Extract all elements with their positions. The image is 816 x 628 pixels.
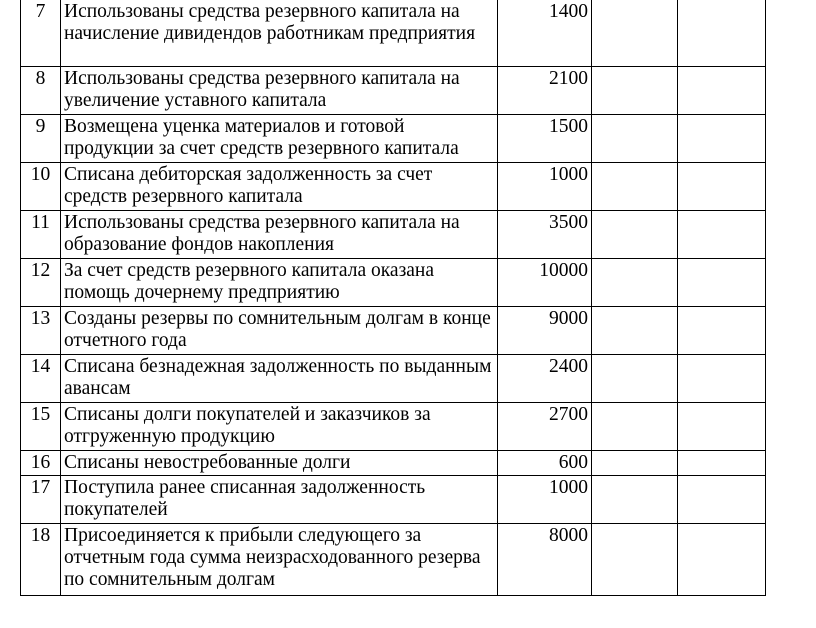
debit-cell	[592, 162, 678, 210]
transactions-table	[20, 0, 766, 596]
credit-cell	[678, 475, 766, 523]
row-number: 10	[21, 162, 61, 210]
row-amount: 2700	[498, 402, 592, 450]
row-number: 7	[21, 0, 61, 66]
row-amount: 1500	[498, 114, 592, 162]
row-amount: 3500	[498, 210, 592, 258]
table-row	[21, 402, 766, 450]
row-number: 12	[21, 258, 61, 306]
credit-cell	[678, 0, 766, 66]
row-description: Возмещена уценка материалов и готовой продукции за счет средств резервного капитала	[61, 114, 498, 162]
table-row	[21, 162, 766, 210]
row-amount: 10000	[498, 258, 592, 306]
row-amount: 2100	[498, 66, 592, 114]
row-description: Поступила ранее списанная задолженность покупателей	[61, 475, 498, 523]
table-row	[21, 114, 766, 162]
row-number: 11	[21, 210, 61, 258]
credit-cell	[678, 523, 766, 595]
row-number: 16	[21, 450, 61, 475]
row-description: Присоединяется к прибыли следующего за отчетным года сумма неизрасходованного резерва по сомнительным долгам	[61, 523, 498, 595]
debit-cell	[592, 523, 678, 595]
row-number: 17	[21, 475, 61, 523]
table-row	[21, 354, 766, 402]
debit-cell	[592, 0, 678, 66]
table-row	[21, 306, 766, 354]
row-amount: 8000	[498, 523, 592, 595]
row-amount: 1000	[498, 162, 592, 210]
credit-cell	[678, 258, 766, 306]
debit-cell	[592, 402, 678, 450]
row-amount: 9000	[498, 306, 592, 354]
row-description: Использованы средства резервного капитала на образование фондов накопления	[61, 210, 498, 258]
credit-cell	[678, 450, 766, 475]
debit-cell	[592, 306, 678, 354]
row-description: Созданы резервы по сомнительным долгам в конце отчетного года	[61, 306, 498, 354]
debit-cell	[592, 258, 678, 306]
credit-cell	[678, 354, 766, 402]
table-row	[21, 450, 766, 475]
debit-cell	[592, 114, 678, 162]
row-description: Использованы средства резервного капитала на увеличение уставного капитала	[61, 66, 498, 114]
row-number: 15	[21, 402, 61, 450]
row-description: Списана дебиторская задолженность за счет средств резервного капитала	[61, 162, 498, 210]
credit-cell	[678, 306, 766, 354]
row-description: Использованы средства резервного капитала на начисление дивидендов работникам предприятия	[61, 0, 498, 66]
row-description: Списаны невостребованные долги	[61, 450, 498, 475]
table-row	[21, 523, 766, 595]
row-amount: 2400	[498, 354, 592, 402]
row-number: 14	[21, 354, 61, 402]
table-row	[21, 475, 766, 523]
table-row	[21, 258, 766, 306]
table-row	[21, 66, 766, 114]
row-number: 13	[21, 306, 61, 354]
row-number: 9	[21, 114, 61, 162]
credit-cell	[678, 210, 766, 258]
row-number: 18	[21, 523, 61, 595]
row-number: 8	[21, 66, 61, 114]
credit-cell	[678, 66, 766, 114]
credit-cell	[678, 402, 766, 450]
debit-cell	[592, 450, 678, 475]
credit-cell	[678, 162, 766, 210]
row-description: Списана безнадежная задолженность по выданным авансам	[61, 354, 498, 402]
debit-cell	[592, 66, 678, 114]
credit-cell	[678, 114, 766, 162]
row-amount: 1000	[498, 475, 592, 523]
debit-cell	[592, 354, 678, 402]
debit-cell	[592, 475, 678, 523]
row-description: Списаны долги покупателей и заказчиков за отгруженную продукцию	[61, 402, 498, 450]
row-amount: 600	[498, 450, 592, 475]
row-amount: 1400	[498, 0, 592, 66]
row-description: За счет средств резервного капитала оказана помощь дочернему предприятию	[61, 258, 498, 306]
table-row	[21, 210, 766, 258]
table-row	[21, 0, 766, 66]
debit-cell	[592, 210, 678, 258]
